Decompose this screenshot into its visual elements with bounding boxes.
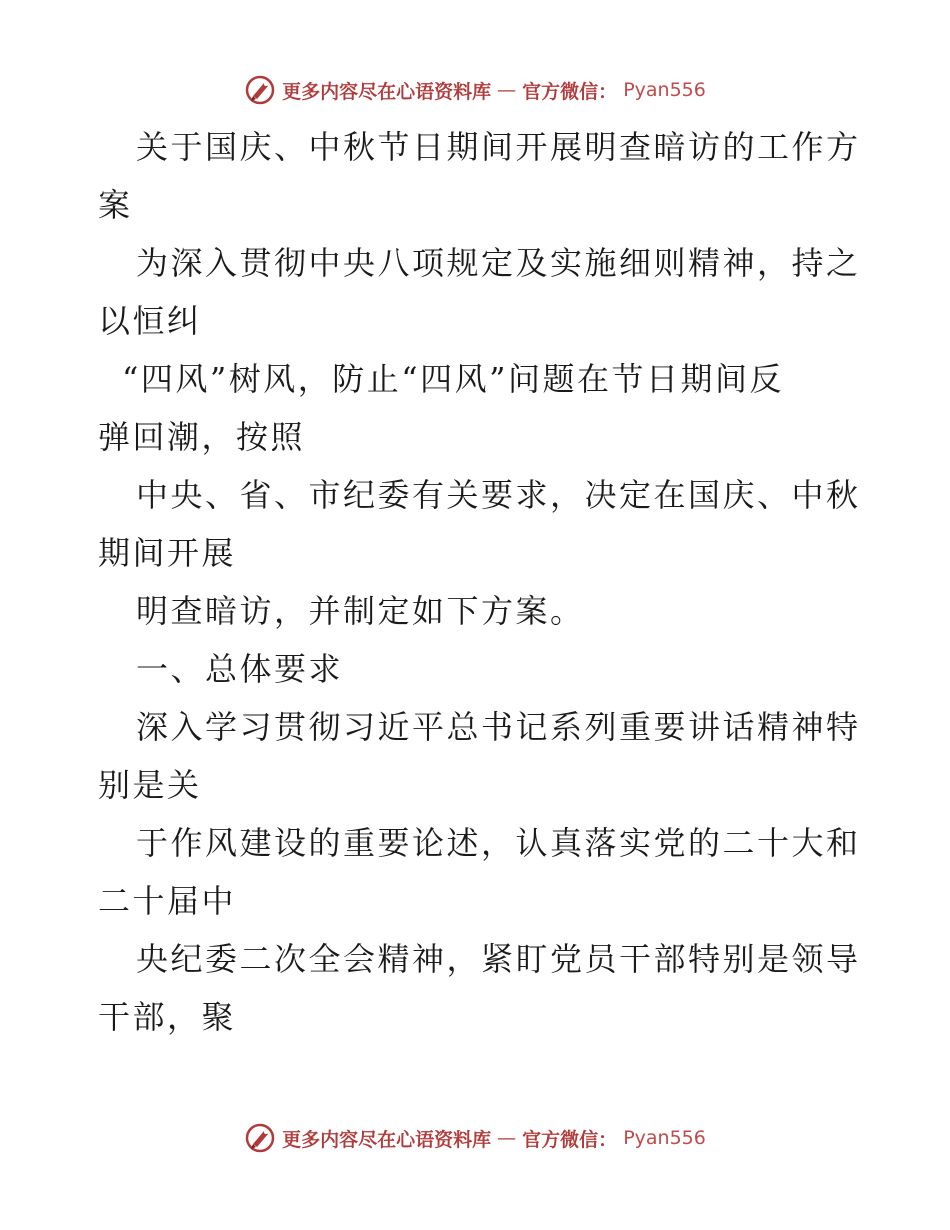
header-watermark: [0, 70, 950, 110]
watermark-official-label: 官方微信：: [522, 80, 618, 103]
pen-logo-icon: [244, 1122, 276, 1154]
pen-logo-icon: [244, 74, 276, 106]
doc-line-14: 二十届中: [98, 882, 237, 920]
doc-line-11: 深入学习贯彻习近平总书记系列重要讲话精神特: [136, 708, 861, 746]
watermark-official-label: 官方微信：: [522, 1128, 618, 1151]
watermark-main-text: 更多内容尽在心语资料库: [282, 1128, 492, 1151]
watermark-wechat-id: Pyan556: [623, 1127, 706, 1149]
doc-line-2: 案: [98, 186, 133, 224]
doc-line-7: 中央、省、市纪委有关要求，决定在国庆、中秋: [136, 476, 861, 514]
doc-line-12: 别是关: [98, 766, 202, 804]
doc-line-1: 关于国庆、中秋节日期间开展明查暗访的工作方: [136, 128, 861, 166]
doc-line-5: “四风”树风，防止“四风”问题在节日期间反: [122, 360, 784, 398]
watermark-dash: —: [497, 79, 517, 101]
doc-line-6: 弹回潮，按照: [98, 418, 306, 456]
section-heading: 一、总体要求: [136, 650, 344, 688]
watermark-dash: —: [497, 1127, 517, 1149]
footer-watermark: [0, 1118, 950, 1158]
watermark-main-text: 更多内容尽在心语资料库: [282, 80, 492, 103]
document-body: [98, 118, 861, 1046]
doc-line-4: 以恒纠: [98, 302, 202, 340]
doc-line-3: 为深入贯彻中央八项规定及实施细则精神，持之: [136, 244, 861, 282]
doc-line-16: 干部，聚: [98, 998, 237, 1036]
doc-line-9: 明查暗访，并制定如下方案。: [136, 592, 585, 630]
doc-line-8: 期间开展: [98, 534, 237, 572]
doc-line-15: 央纪委二次全会精神，紧盯党员干部特别是领导: [136, 940, 861, 978]
watermark-wechat-id: Pyan556: [623, 79, 706, 101]
doc-line-13: 于作风建设的重要论述，认真落实党的二十大和: [136, 824, 861, 862]
